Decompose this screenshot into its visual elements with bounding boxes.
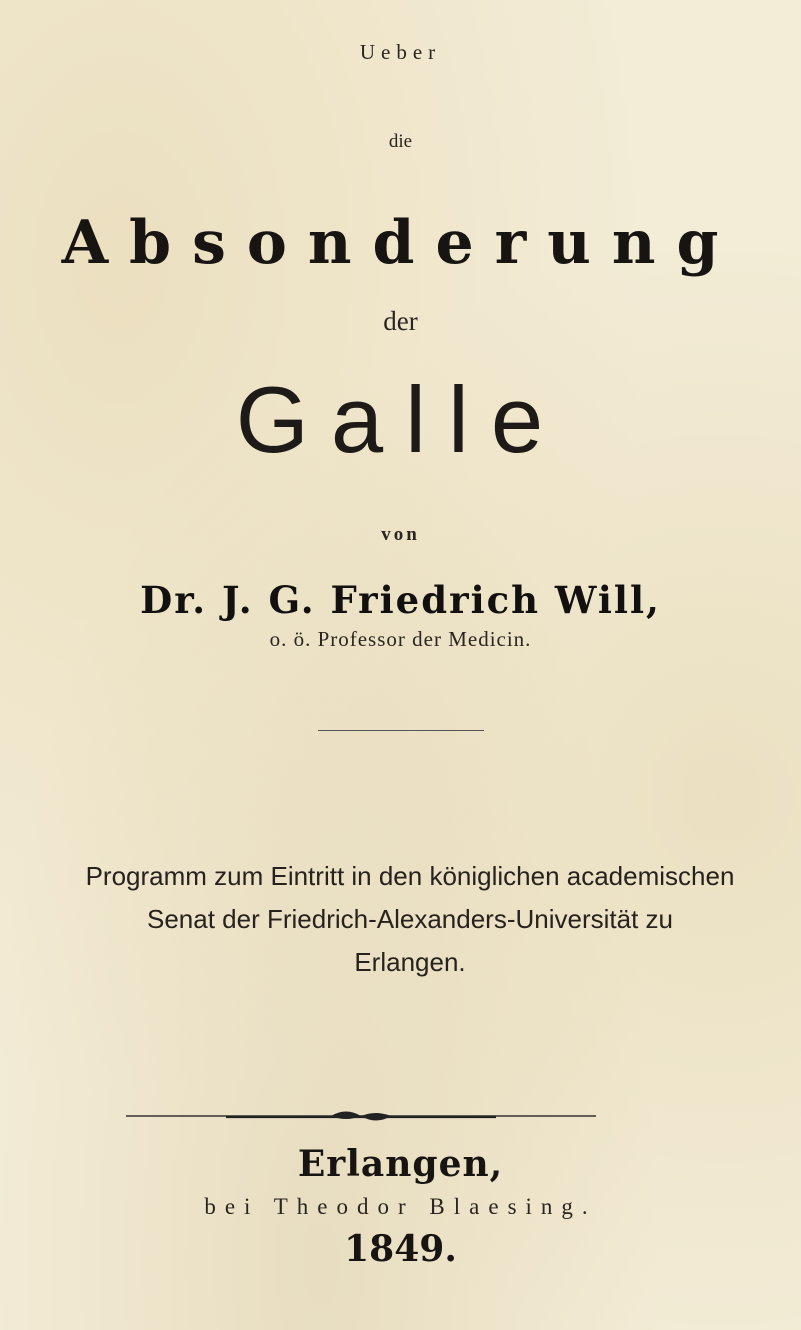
- imprint-place: Erlangen,: [297, 1143, 504, 1185]
- author-title: o. ö. Professor der Medicin.: [269, 627, 532, 651]
- imprint-publisher: bei Theodor Blaesing.: [204, 1194, 597, 1219]
- author-name: Dr. J. G. Friedrich Will,: [140, 578, 661, 622]
- title-absonderung: Absonderung: [61, 208, 740, 278]
- word-der: der: [383, 306, 418, 336]
- program-line: Senat der Friedrich-Alexanders-Universität zu: [147, 904, 673, 934]
- program-line: Programm zum Eintritt in den königlichen academischen: [85, 861, 735, 891]
- word-die: die: [388, 131, 413, 152]
- heading-ueber: Ueber: [359, 40, 442, 64]
- program-text: [60, 855, 760, 984]
- imprint-year: 1849.: [344, 1228, 457, 1270]
- program-line: Erlangen.: [354, 947, 466, 977]
- divider-rule: [318, 730, 484, 731]
- word-von: von: [381, 524, 420, 545]
- ornamental-rule: [126, 1106, 596, 1126]
- title-galle: Galle: [235, 367, 566, 472]
